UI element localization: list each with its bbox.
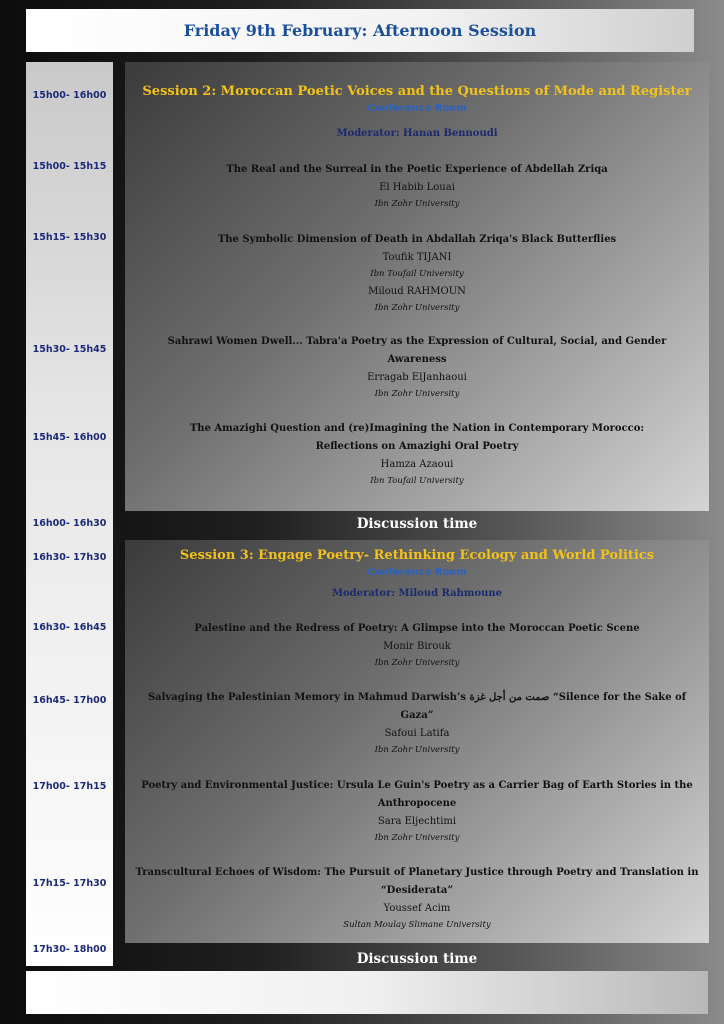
- talk-speaker: Youssef Acim: [383, 903, 451, 914]
- session-3-room: Conference Room: [367, 567, 467, 578]
- time-slot: 16h30- 17h30: [32, 552, 107, 563]
- talk-item: [135, 161, 699, 213]
- talk-item: [135, 864, 699, 934]
- discussion-time-label: Discussion time: [356, 516, 478, 532]
- talk-affiliation: Ibn Toufail University: [370, 476, 464, 486]
- page-title: Friday 9th February: Afternoon Session: [183, 21, 537, 40]
- talk-title-line: Sahrawi Women Dwell... Tabra'a Poetry as the Expression of Cultural, Social, and Gender: [167, 336, 667, 347]
- talk-speaker: Toufik TIJANI: [382, 252, 452, 263]
- talk-affiliation: Ibn Zohr University: [374, 303, 460, 313]
- talk-speaker: Miloud RAHMOUN: [368, 286, 466, 297]
- talk-affiliation: Ibn Zohr University: [374, 745, 460, 755]
- talk-speaker: El Habib Louai: [379, 182, 455, 193]
- talk-affiliation: Sultan Moulay Slimane University: [343, 920, 491, 930]
- talk-speaker: Safoui Latifa: [384, 728, 450, 739]
- talk-item: [135, 777, 699, 847]
- session-3-moderator: Moderator: Miloud Rahmoune: [331, 588, 503, 599]
- session-3-title: Session 3: Engage Poetry- Rethinking Ecology and World Politics: [179, 548, 655, 563]
- talk-title: Palestine and the Redress of Poetry: A Glimpse into the Moroccan Poetic Scene: [194, 623, 640, 634]
- time-slot: 16h30- 16h45: [32, 622, 107, 633]
- header-banner: [26, 9, 694, 52]
- session-3-panel: [125, 540, 709, 943]
- time-slot: 15h00- 15h15: [32, 161, 107, 172]
- time-column: [26, 62, 113, 966]
- talk-affiliation: Ibn Zohr University: [374, 199, 460, 209]
- time-slot: 16h45- 17h00: [32, 695, 107, 706]
- time-slot: 15h30- 15h45: [32, 344, 107, 355]
- talk-affiliation: Ibn Zohr University: [374, 658, 460, 668]
- time-slot: 17h30- 18h00: [32, 944, 107, 955]
- talk-title: The Symbolic Dimension of Death in Abdallah Zriqa's Black Butterflies: [217, 234, 617, 245]
- talk-speaker: Hamza Azaoui: [380, 459, 454, 470]
- talk-speaker: Sara Eljechtimi: [377, 816, 457, 827]
- time-slot: 16h00- 16h30: [32, 518, 107, 529]
- talk-item: [135, 689, 699, 759]
- talk-title-line: Awareness: [387, 354, 447, 365]
- session-2-room: Conference Room: [367, 103, 467, 114]
- footer-banner: [26, 971, 708, 1014]
- discussion-time-label: Discussion time: [356, 951, 478, 967]
- talk-item: [135, 333, 699, 403]
- talk-affiliation: Ibn Zohr University: [374, 389, 460, 399]
- time-slot: 15h45- 16h00: [32, 432, 107, 443]
- session-2-title: Session 2: Moroccan Poetic Voices and the Questions of Mode and Register: [142, 84, 692, 99]
- time-slot: 15h00- 16h00: [32, 90, 107, 101]
- talk-item: [135, 231, 699, 317]
- talk-speaker: Monir Birouk: [383, 641, 451, 652]
- talk-affiliation: Ibn Toufail University: [370, 269, 464, 279]
- talk-title: The Real and the Surreal in the Poetic Experience of Abdellah Zriqa: [226, 164, 608, 175]
- session-2-panel: [125, 62, 709, 511]
- talk-title-line: The Amazighi Question and (re)Imagining the Nation in Contemporary Morocco:: [189, 423, 645, 434]
- talk-item: [135, 420, 699, 490]
- talk-item: [135, 620, 699, 672]
- time-slot: 17h15- 17h30: [32, 878, 107, 889]
- talk-title-line: Reflections on Amazighi Oral Poetry: [315, 441, 519, 452]
- talk-title-line: Poetry and Environmental Justice: Ursula Le Guin's Poetry as a Carrier Bag of Earth Stories in the: [141, 780, 693, 791]
- talk-speaker: Erragab ElJanhaoui: [367, 372, 467, 383]
- time-slot: 17h00- 17h15: [32, 781, 107, 792]
- time-slot: 15h15- 15h30: [32, 232, 107, 243]
- talk-title-line: Anthropocene: [377, 798, 457, 809]
- talk-affiliation: Ibn Zohr University: [374, 833, 460, 843]
- session-2-moderator: Moderator: Hanan Bennoudi: [336, 128, 498, 139]
- talk-title-line: “Desiderata”: [380, 885, 454, 896]
- talk-title-line: Gaza”: [400, 710, 434, 721]
- talk-title-line: Salvaging the Palestinian Memory in Mahmud Darwish’s صمت من أجل غزة “Silence for the Sake of: [147, 692, 687, 703]
- talk-title-line: Transcultural Echoes of Wisdom: The Pursuit of Planetary Justice through Poetry and Translation in: [135, 867, 699, 878]
